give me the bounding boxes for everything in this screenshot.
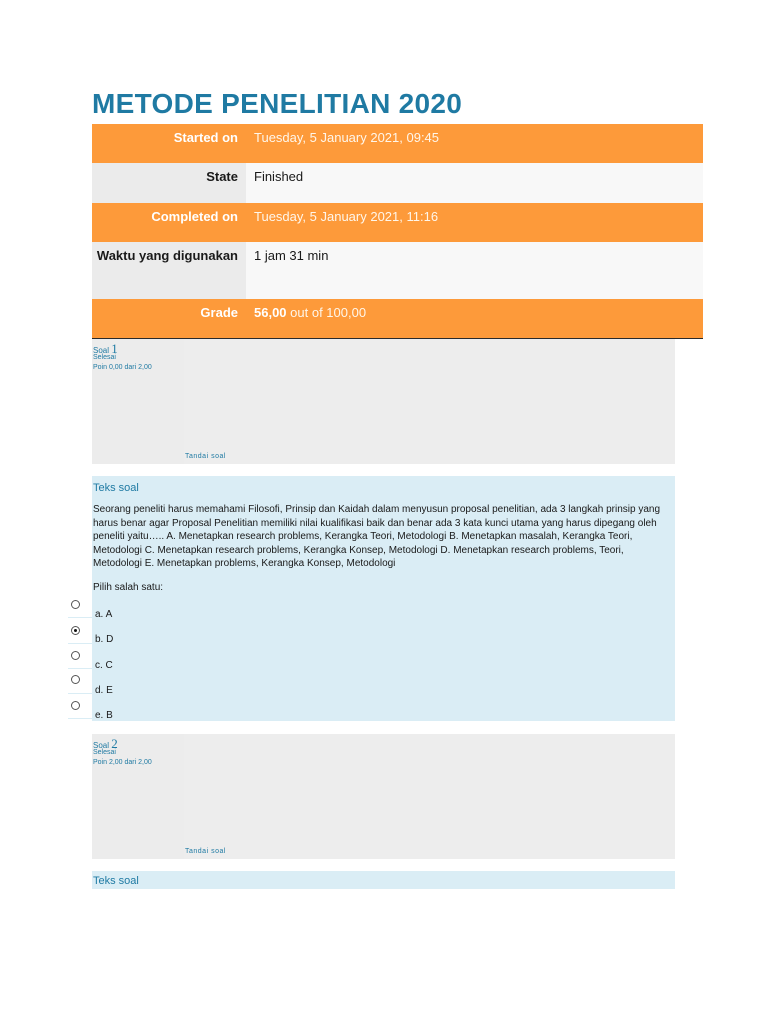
grade-label: Grade [200,305,238,320]
question-1-text-label: Teks soal [93,482,139,494]
option-divider [68,668,94,669]
option-divider [68,617,94,618]
completed-on-value: Tuesday, 5 January 2021, 11:16 [254,209,439,224]
question-2-flag-link[interactable]: Tandai soal [185,848,226,855]
question-1-prompt: Pilih salah satu: [93,582,164,593]
state-row [92,163,703,203]
option-divider [68,693,94,694]
grade-value [246,299,703,339]
state-value: Finished [246,163,703,203]
question-1-state: Selesai [93,354,116,361]
question-1-grade: Poin 0,00 dari 2,00 [93,364,152,371]
question-1-text: Seorang peneliti harus memahami Filosofi, Prinsip dan Kaidah dalam menyusun proposal penelitian, ada 3 langkah prinsip yang harus benar agar Proposal Penelitian memiliki nilai kualifikasi baik dan benar ada 3 kata kunci utama yang harus dipegang oleh peneliti yaitu….. A. Menetapkan research problems, Kerangka Teori, Metodologi B. Menetapkan masalah, Kerangka Teori, Metodologi C. Menetapkan research problems, Kerangka Konsep, Metodologi D. Menetapkan research problems, Teori, Metodologi E. Menetapkan problems, Kerangka Konsep, Metodologi [93,504,661,569]
grade-score: 56,00 [254,305,287,320]
question-2-content [92,871,675,889]
question-2-info [92,734,675,859]
started-on-value: Tuesday, 5 January 2021, 09:45 [254,130,440,145]
completed-on-label: Completed on [151,209,238,224]
time-taken-row [92,242,703,299]
option-divider [68,643,94,644]
question-number: 2 [111,736,118,751]
question-2-grade: Poin 2,00 dari 2,00 [93,759,152,766]
option-e-radio[interactable] [71,701,80,710]
option-d-radio[interactable] [71,675,80,684]
state-label: State [92,163,246,203]
option-d-label[interactable]: d. E [95,685,113,696]
completed-on-row [92,203,703,242]
option-c-radio[interactable] [71,651,80,660]
grade-row [92,299,703,339]
option-b-label[interactable]: b. D [95,634,114,645]
question-1-info [92,339,675,464]
option-a-label[interactable]: a. A [95,609,113,620]
attempt-summary-table [92,124,703,339]
option-c-label[interactable]: c. C [95,660,113,671]
question-1-content [92,476,675,721]
question-number: 1 [111,341,118,356]
time-taken-value: 1 jam 31 min [246,242,703,299]
option-divider [68,718,94,719]
page-title: METODE PENELITIAN 2020 [92,88,463,119]
question-prefix: Soal [93,741,112,750]
option-b-radio[interactable] [71,626,80,635]
question-2-state: Selesai [93,749,116,756]
grade-out-of: out of 100,00 [286,305,367,320]
question-prefix: Soal [93,346,112,355]
question-1-flag-link[interactable]: Tandai soal [185,453,226,460]
started-on-label: Started on [173,130,238,145]
option-a-radio[interactable] [71,600,80,609]
time-taken-label: Waktu yang digunakan [92,242,246,299]
option-e-label[interactable]: e. B [95,710,113,721]
started-on-row [92,124,703,163]
question-2-text-label: Teks soal [93,875,139,887]
